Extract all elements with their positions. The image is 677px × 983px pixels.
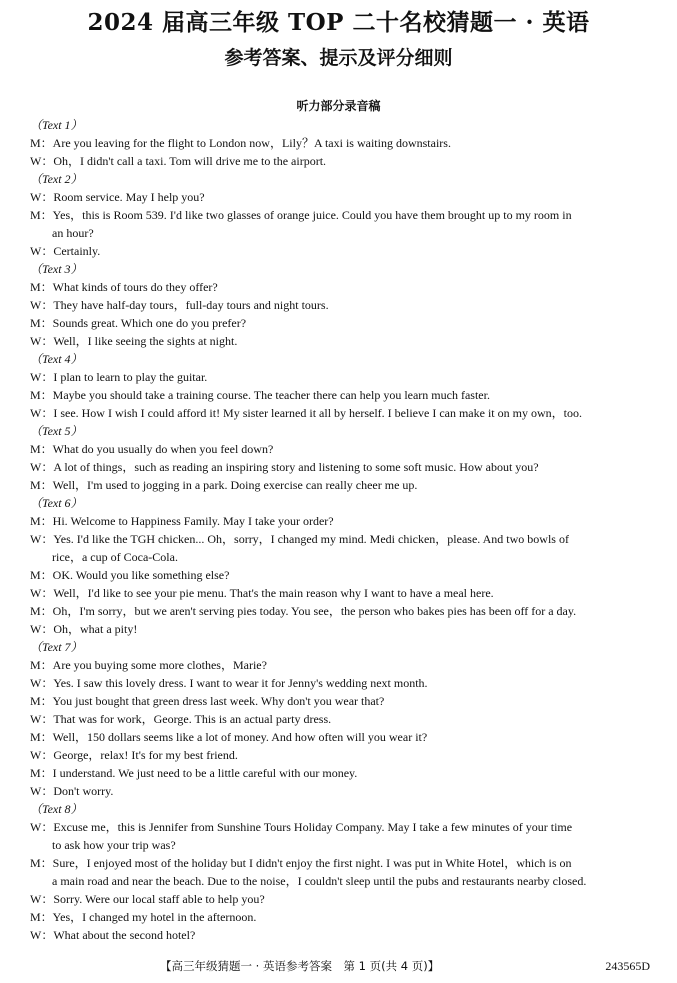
dialogue-line: W：A lot of things，such as reading an inspiring story and listening to some soft music. How about you? [30,460,539,474]
dialogue-line: W：They have half-day tours，full-day tours and night tours. [30,298,329,312]
dialogue-line-continued: a main road and near the beach. Due to the noise，I couldn't sleep until the pubs and restaurants nearby closed. [52,874,587,888]
dialogue-line: W：That was for work，George. This is an actual party dress. [30,712,332,726]
dialogue-line: W：Sorry. Were our local staff able to help you? [30,892,265,906]
dialogue-line: W：Yes. I'd like the TGH chicken... Oh，sorry，I changed my mind. Medi chicken，please. And two bowls of [30,532,569,546]
dialogue-line-continued: an hour? [52,226,94,240]
footer-code: 243565D [605,959,650,973]
transcript-body [30,116,655,944]
text-label: （Text 5） [30,424,83,438]
text-label: （Text 3） [30,262,83,276]
dialogue-line: W：Well，I like seeing the sights at night. [30,334,238,348]
text-label: （Text 8） [30,802,83,816]
dialogue-line: W：I plan to learn to play the guitar. [30,370,208,384]
page-footer [0,957,677,975]
dialogue-line: M：Are you buying some more clothes，Marie? [30,658,267,672]
dialogue-line: W：Room service. May I help you? [30,190,205,204]
dialogue-line: M：Yes，I changed my hotel in the afternoon. [30,910,257,924]
dialogue-line: M：I understand. We just need to be a little careful with our money. [30,766,358,780]
dialogue-line: W：Well，I'd like to see your pie menu. That's the main reason why I want to have a meal here. [30,586,494,600]
text-label: （Text 2） [30,172,83,186]
text-label: （Text 1） [30,118,83,132]
dialogue-line: M：Yes，this is Room 539. I'd like two glasses of orange juice. Could you have them brought up to my room in [30,208,572,222]
dialogue-line-continued: to ask how your trip was? [52,838,176,852]
dialogue-line: M：Maybe you should take a training course. The teacher there can help you learn much faster. [30,388,490,402]
text-label: （Text 7） [30,640,83,654]
dialogue-line: M：Are you leaving for the flight to London now，Lily？A taxi is waiting downstairs. [30,136,451,150]
dialogue-line: M：What kinds of tours do they offer? [30,280,218,294]
dialogue-line: W：Certainly. [30,244,101,258]
dialogue-line: M：Well，150 dollars seems like a lot of money. And how often will you wear it? [30,730,428,744]
section-heading: 听力部分录音稿 [296,99,381,113]
dialogue-line: M：Well，I'm used to jogging in a park. Doing exercise can really cheer me up. [30,478,418,492]
footer-page-info: 【高三年级猜题一 · 英语参考答案 第 1 页(共 4 页)】 [160,959,440,973]
dialogue-line: M：Sounds great. Which one do you prefer? [30,316,247,330]
dialogue-line: M：Sure，I enjoyed most of the holiday but I didn't enjoy the first night. I was put in White Hotel，which is on [30,856,572,870]
dialogue-line: M：OK. Would you like something else? [30,568,230,582]
dialogue-line-continued: rice，a cup of Coca-Cola. [52,550,178,564]
text-label: （Text 4） [30,352,83,366]
dialogue-line: M：Oh，I'm sorry，but we aren't serving pies today. You see，the person who bakes pies has been off for a day. [30,604,577,618]
dialogue-line: W：Yes. I saw this lovely dress. I want to wear it for Jenny's wedding next month. [30,676,428,690]
page-subtitle: 参考答案、提示及评分细则 [224,47,453,69]
dialogue-line: M：You just bought that green dress last week. Why don't you wear that? [30,694,385,708]
text-label: （Text 6） [30,496,83,510]
dialogue-line: W：I see. How I wish I could afford it! My sister learned it all by herself. I believe I can make it on my own，too. [30,406,582,420]
dialogue-line: M：What do you usually do when you feel down? [30,442,274,456]
dialogue-line: W：What about the second hotel? [30,928,196,942]
dialogue-line: W：Excuse me，this is Jennifer from Sunshine Tours Holiday Company. May I take a few minutes of your time [30,820,573,834]
dialogue-line: W：Oh，I didn't call a taxi. Tom will drive me to the airport. [30,154,327,168]
dialogue-line: W：Don't worry. [30,784,114,798]
dialogue-line: M：Hi. Welcome to Happiness Family. May I take your order? [30,514,334,528]
dialogue-line: W：George，relax! It's for my best friend. [30,748,238,762]
dialogue-line: W：Oh，what a pity! [30,622,138,636]
page-title: 2024 届高三年级 TOP 二十名校猜题一 · 英语 [87,9,590,36]
